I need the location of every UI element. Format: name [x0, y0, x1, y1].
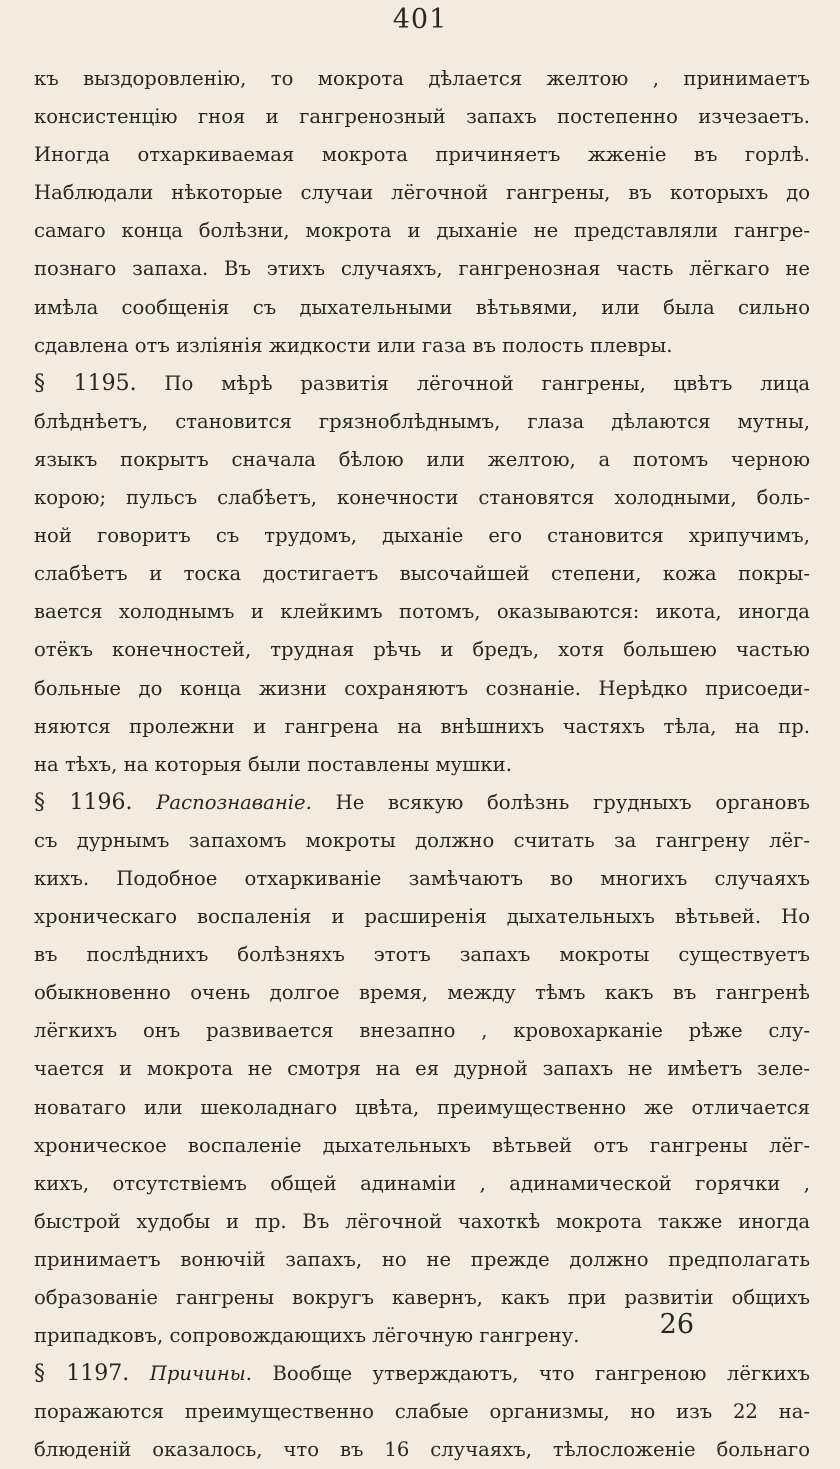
text-line — [34, 631, 810, 669]
text-line — [34, 1241, 810, 1279]
text-run: на тѣхъ, на которыя были поставлены мушки. — [34, 752, 512, 776]
signature-mark: 26 — [659, 1309, 694, 1340]
text-line — [34, 289, 810, 327]
text-run: консистенцію гноя и гангренозный запахъ постепенно изчезаетъ. — [34, 105, 810, 129]
text-run: По мѣрѣ развитія лёгочной гангрены, цвѣтъ лица — [136, 371, 811, 395]
text-line — [34, 1012, 810, 1050]
text-run: Не всякую болѣзнь грудныхъ органовъ — [311, 790, 810, 814]
text-line — [34, 936, 810, 974]
text-line — [34, 670, 810, 708]
text-line — [34, 1089, 810, 1127]
text-line — [34, 1165, 810, 1203]
text-run: поражаются преимущественно слабые организмы, но изъ 22 на- — [34, 1400, 810, 1424]
text-run: блюденій оказалось, что въ 16 случаяхъ, тѣлосложеніе больнаго — [34, 1438, 810, 1462]
text-run: корою; пульсъ слабѣетъ, конечности становятся холодными, боль- — [34, 486, 810, 510]
text-run: обыкновенно очень долгое время, между тѣмъ какъ въ гангренѣ — [34, 981, 810, 1005]
text-run: съ дурнымъ запахомъ мокроты должно считать за гангрену лёг- — [34, 828, 810, 852]
text-line — [34, 555, 810, 593]
text-line — [34, 1393, 810, 1431]
text-line — [34, 1050, 810, 1088]
text-line — [34, 517, 810, 555]
text-line — [34, 98, 810, 136]
text-line — [34, 403, 810, 441]
text-run: больные до конца жизни сохраняютъ сознаніе. Нерѣдко присоеди- — [34, 676, 810, 700]
text-run: Вообще утверждаютъ, что гангреною лёгкихъ — [251, 1362, 811, 1386]
text-run: Иногда отхаркиваемая мокрота причиняетъ жженіе въ горлѣ. — [34, 143, 810, 167]
section-number: § 1195. — [34, 370, 137, 396]
text-run: припадковъ, сопровождающихъ лёгочную гангрену. — [34, 1324, 580, 1348]
text-line — [34, 479, 810, 517]
text-line — [34, 1355, 810, 1393]
text-line — [34, 784, 810, 822]
text-line — [34, 250, 810, 288]
text-line — [34, 860, 810, 898]
text-line — [34, 593, 810, 631]
text-run: языкъ покрытъ сначала бѣлою или желтою, а потомъ черною — [34, 447, 810, 471]
text-run: кихъ. Подобное отхаркиваніе замѣчаютъ во многихъ случаяхъ — [34, 866, 810, 890]
text-line — [34, 1203, 810, 1241]
text-run: образованіе гангрены вокругъ кавернъ, какъ при развитіи общихъ — [34, 1286, 810, 1309]
text-run: хроническое воспаленіе дыхательныхъ вѣтьвей отъ гангрены лёг- — [34, 1133, 810, 1157]
text-line — [34, 898, 810, 936]
text-run: познаго запаха. Въ этихъ случаяхъ, гангренозная часть лёгкаго не — [34, 257, 810, 281]
text-run: новатаго или шеколаднаго цвѣта, преимущественно же отличается — [34, 1095, 810, 1119]
text-line — [34, 1431, 810, 1469]
text-run: быстрой худобы и пр. Въ лёгочной чахоткѣ мокрота также иногда — [34, 1209, 810, 1233]
text-line — [34, 822, 810, 860]
text-run: хроническаго воспаленія и расширенія дыхательныхъ вѣтьвей. Но — [34, 905, 810, 929]
text-run: слабѣетъ и тоска достигаетъ высочайшей степени, кожа покры- — [34, 562, 810, 586]
text-line — [34, 365, 810, 403]
text-run: чается и мокрота не смотря на ея дурной запахъ не имѣетъ зеле- — [34, 1057, 810, 1081]
text-run — [129, 1362, 150, 1385]
text-line — [34, 136, 810, 174]
text-run: въ послѣднихъ болѣзняхъ этотъ запахъ мокроты существуетъ — [34, 943, 810, 967]
text-run: имѣла сообщенія съ дыхательными вѣтьвями, или была сильно — [34, 295, 810, 319]
text-line — [34, 174, 810, 212]
text-run: няются пролежни и гангрена на внѣшнихъ частяхъ тѣла, на пр. — [34, 714, 810, 738]
section-number: § 1197. — [34, 1361, 130, 1387]
text-line — [34, 327, 810, 365]
text-run: блѣднѣетъ, становится грязноблѣднымъ, глаза дѣлаются мутны, — [34, 409, 810, 433]
page-number: 401 — [392, 4, 448, 35]
text-run: Наблюдали нѣкоторые случаи лёгочной гангрены, въ которыхъ до — [34, 181, 810, 205]
text-line — [34, 1127, 810, 1165]
text-line — [34, 746, 810, 784]
text-run: принимаетъ вонючій запахъ, но не прежде должно предполагать — [34, 1247, 810, 1271]
section-heading: Распознаваніе. — [156, 790, 312, 814]
text-run: вается холоднымъ и клейкимъ потомъ, оказываются: икота, иногда — [34, 600, 810, 624]
text-run — [133, 791, 157, 814]
section-number: § 1196. — [34, 789, 133, 815]
text-run: сдавлена отъ изліянія жидкости или газа въ полость плевры. — [34, 333, 673, 357]
body-text — [34, 60, 810, 1469]
text-line — [34, 441, 810, 479]
text-run: лёгкихъ онъ развивается внезапно , кровохарканіе рѣже слу- — [34, 1019, 810, 1043]
text-line — [34, 60, 810, 98]
text-line — [34, 212, 810, 250]
text-run: отёкъ конечностей, трудная рѣчь и бредъ, хотя большею частью — [34, 638, 810, 662]
text-run: ной говоритъ съ трудомъ, дыханіе его становится хрипучимъ, — [34, 524, 810, 548]
text-run: къ выздоровленію, то мокрота дѣлается желтою , принимаетъ — [34, 67, 810, 90]
text-run: кихъ, отсутствіемъ общей адинаміи , адинамической горячки , — [34, 1171, 810, 1195]
section-heading: Причины. — [149, 1362, 252, 1386]
text-line — [34, 708, 810, 746]
text-run: самаго конца болѣзни, мокрота и дыханіе не представляли гангре- — [34, 219, 810, 243]
text-line — [34, 974, 810, 1012]
